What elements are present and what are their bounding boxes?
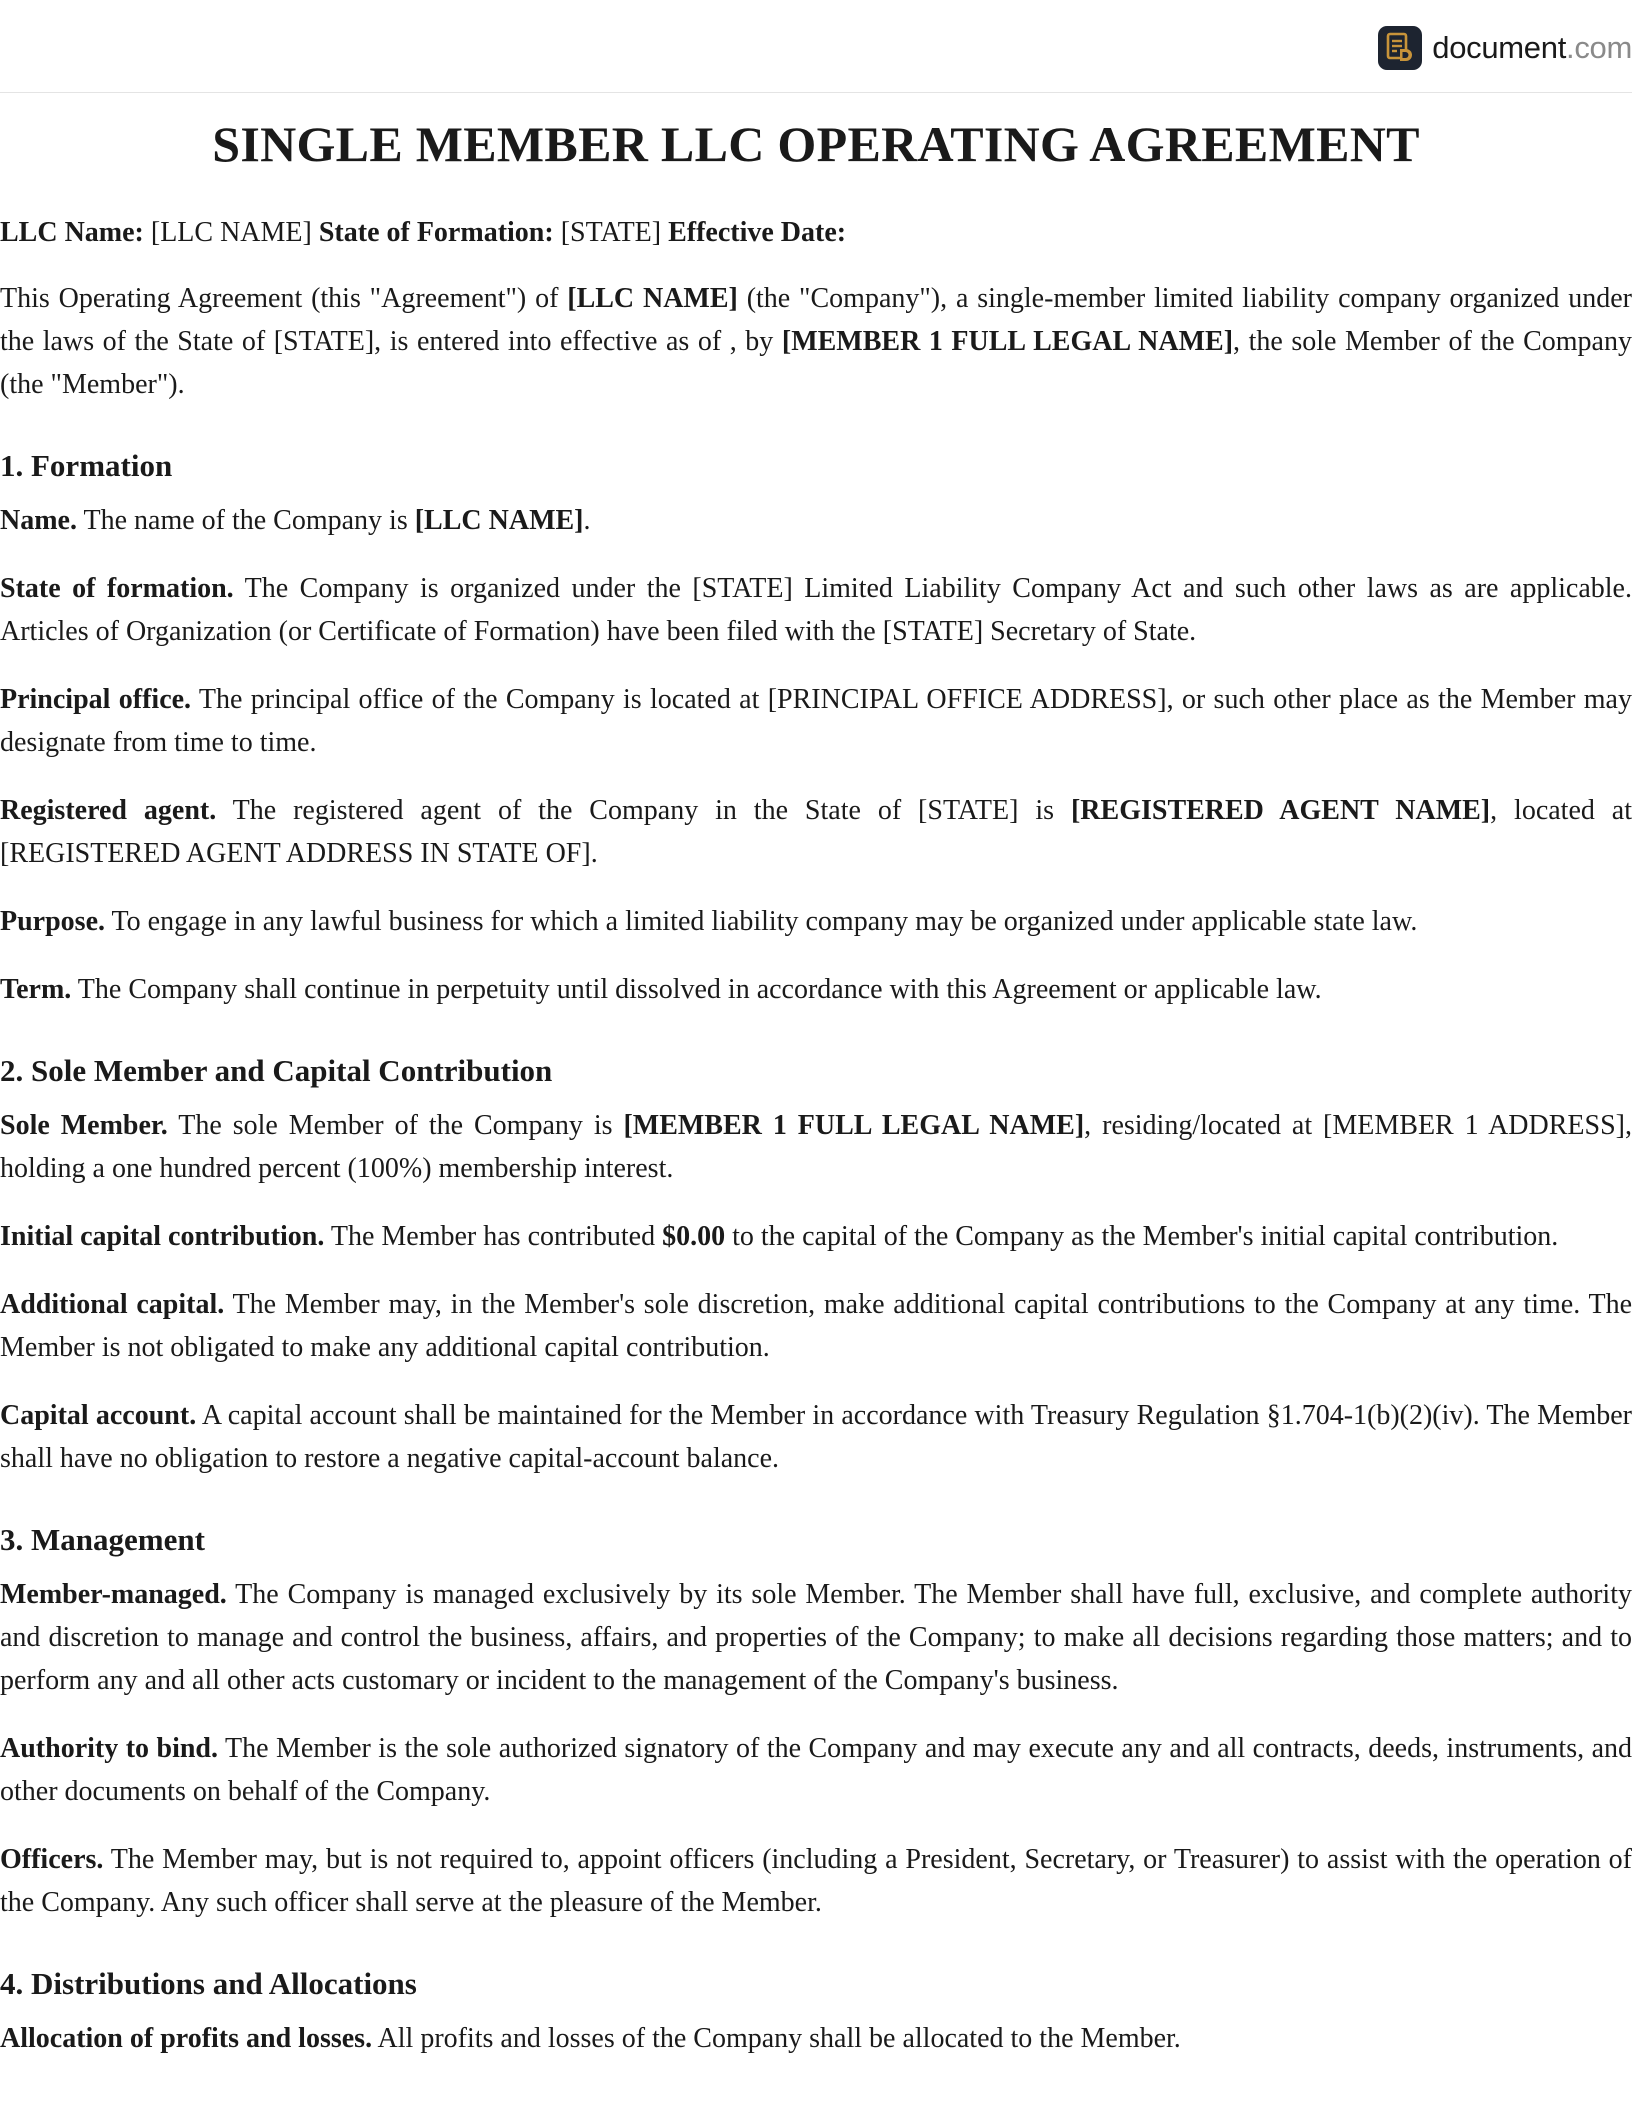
intro-member-name: [MEMBER 1 FULL LEGAL NAME] bbox=[781, 326, 1234, 357]
state-value: [STATE] bbox=[553, 217, 669, 248]
clause-registered-agent bbox=[0, 789, 1632, 875]
clause-officers bbox=[0, 1838, 1632, 1924]
clause-agent-name: [REGISTERED AGENT NAME] bbox=[1070, 795, 1491, 826]
document-body bbox=[0, 92, 1632, 2060]
clause-label: Authority to bind. bbox=[0, 1733, 218, 1764]
clause-label: Allocation of profits and losses. bbox=[0, 2023, 373, 2054]
clause-label: State of formation. bbox=[0, 573, 234, 604]
clause-text-end: to the capital of the Company as the Member's initial capital contribution. bbox=[725, 1221, 1559, 1252]
clause-initial-capital bbox=[0, 1215, 1632, 1258]
clause-term bbox=[0, 968, 1632, 1011]
meta-line bbox=[0, 211, 1632, 254]
clause-text: The Member is the sole authorized signatory of the Company and may execute any and all contracts, deeds, instruments, and other documents on behalf of the Company. bbox=[0, 1733, 1632, 1807]
clause-name bbox=[0, 499, 1632, 542]
clause-label: Purpose. bbox=[0, 906, 105, 937]
state-label: State of Formation: bbox=[318, 217, 554, 248]
clause-label: Registered agent. bbox=[0, 795, 217, 826]
clause-text: All profits and losses of the Company shall be allocated to the Member. bbox=[372, 2023, 1181, 2054]
clause-text-end: . bbox=[583, 505, 591, 536]
clause-text: A capital account shall be maintained for the Member in accordance with Treasury Regulation §1.704-1(b)(2)(iv). The Member shall have no obligation to restore a negative capital-account balance. bbox=[0, 1400, 1632, 1474]
intro-text-1: This Operating Agreement (this "Agreement") of bbox=[0, 283, 568, 314]
section-heading-formation: 1. Formation bbox=[0, 448, 173, 483]
intro-text-3: , the sole Member of the Company (the "Member"). bbox=[0, 326, 1632, 400]
clause-label: Additional capital. bbox=[0, 1289, 225, 1320]
clause-text: The Member has contributed bbox=[324, 1221, 663, 1252]
clause-state-of-formation bbox=[0, 567, 1632, 653]
clause-label: Member-managed. bbox=[0, 1579, 227, 1610]
clause-label: Principal office. bbox=[0, 684, 192, 715]
clause-label: Officers. bbox=[0, 1844, 104, 1875]
clause-text-end: , residing/located at [MEMBER 1 ADDRESS], holding a one hundred percent (100%) membership interest. bbox=[0, 1110, 1632, 1184]
brand-name-tld: .com bbox=[1566, 30, 1632, 65]
clause-additional-capital bbox=[0, 1283, 1632, 1369]
clause-text: The Member may, in the Member's sole discretion, make additional capital contributions to the Company at any time. The Member is not obligated to make any additional capital contribution. bbox=[0, 1289, 1632, 1363]
clause-text: The Company is managed exclusively by its sole Member. The Member shall have full, exclusive, and complete authority and discretion to manage and control the business, affairs, and properties of the Company; to make all decisions regarding those matters; and to perform any and all other acts customary or incident to the management of the Company's business. bbox=[0, 1579, 1632, 1696]
clause-purpose bbox=[0, 900, 1632, 943]
clause-amount: $0.00 bbox=[662, 1221, 726, 1252]
clause-sole-member bbox=[0, 1104, 1632, 1190]
document-logo-glyph bbox=[1385, 32, 1415, 64]
document-title: SINGLE MEMBER LLC OPERATING AGREEMENT bbox=[212, 116, 1420, 172]
brand-name bbox=[1432, 30, 1632, 66]
intro-text-2: (the "Company"), a single-member limited liability company organized under the laws of the State of [STATE], is entered into effective as of , by bbox=[0, 283, 1632, 357]
brand[interactable] bbox=[1378, 24, 1632, 72]
clause-text-end: , located at [REGISTERED AGENT ADDRESS IN STATE OF]. bbox=[0, 795, 1632, 869]
clause-text: The name of the Company is bbox=[76, 505, 415, 536]
clause-label: Capital account. bbox=[0, 1400, 197, 1431]
document-logo-icon bbox=[1378, 26, 1422, 70]
clause-text: To engage in any lawful business for which a limited liability company may be organized under applicable state law. bbox=[105, 906, 1418, 937]
clause-authority-to-bind bbox=[0, 1727, 1632, 1813]
llc-name-label: LLC Name: bbox=[0, 217, 144, 248]
intro-llc-name: [LLC NAME] bbox=[567, 283, 738, 314]
clause-text: The Member may, but is not required to, appoint officers (including a President, Secretary, or Treasurer) to assist with the operation of the Company. Any such officer shall serve at the pleasure of the Member. bbox=[0, 1844, 1632, 1918]
top-bar bbox=[0, 0, 1632, 93]
clause-text: The sole Member of the Company is bbox=[167, 1110, 624, 1141]
brand-name-main: document bbox=[1432, 30, 1567, 65]
intro-paragraph bbox=[0, 277, 1632, 406]
clause-capital-account bbox=[0, 1394, 1632, 1480]
clause-principal-office bbox=[0, 678, 1632, 764]
llc-name-value: [LLC NAME] bbox=[143, 217, 319, 248]
effective-date-label: Effective Date: bbox=[668, 217, 847, 248]
clause-text: The Company is organized under the [STATE] Limited Liability Company Act and such other laws as are applicable. Articles of Organization (or Certificate of Formation) have been filed with the [STATE] Secretary of State. bbox=[0, 573, 1632, 647]
section-heading-sole-member: 2. Sole Member and Capital Contribution bbox=[0, 1053, 553, 1088]
clause-text: The principal office of the Company is located at [PRINCIPAL OFFICE ADDRESS], or such other place as the Member may designate from time to time. bbox=[0, 684, 1632, 758]
section-heading-management: 3. Management bbox=[0, 1522, 205, 1557]
clause-text: The registered agent of the Company in the State of [STATE] is bbox=[216, 795, 1071, 826]
clause-text: The Company shall continue in perpetuity until dissolved in accordance with this Agreement or applicable law. bbox=[71, 974, 1322, 1005]
clause-llc-name: [LLC NAME] bbox=[414, 505, 584, 536]
clause-label: Name. bbox=[0, 505, 77, 536]
clause-label: Initial capital contribution. bbox=[0, 1221, 325, 1252]
clause-label: Term. bbox=[0, 974, 72, 1005]
clause-member-name: [MEMBER 1 FULL LEGAL NAME] bbox=[623, 1110, 1085, 1141]
clause-allocation bbox=[0, 2017, 1632, 2060]
section-heading-distributions: 4. Distributions and Allocations bbox=[0, 1966, 417, 2001]
clause-label: Sole Member. bbox=[0, 1110, 168, 1141]
clause-member-managed bbox=[0, 1573, 1632, 1702]
